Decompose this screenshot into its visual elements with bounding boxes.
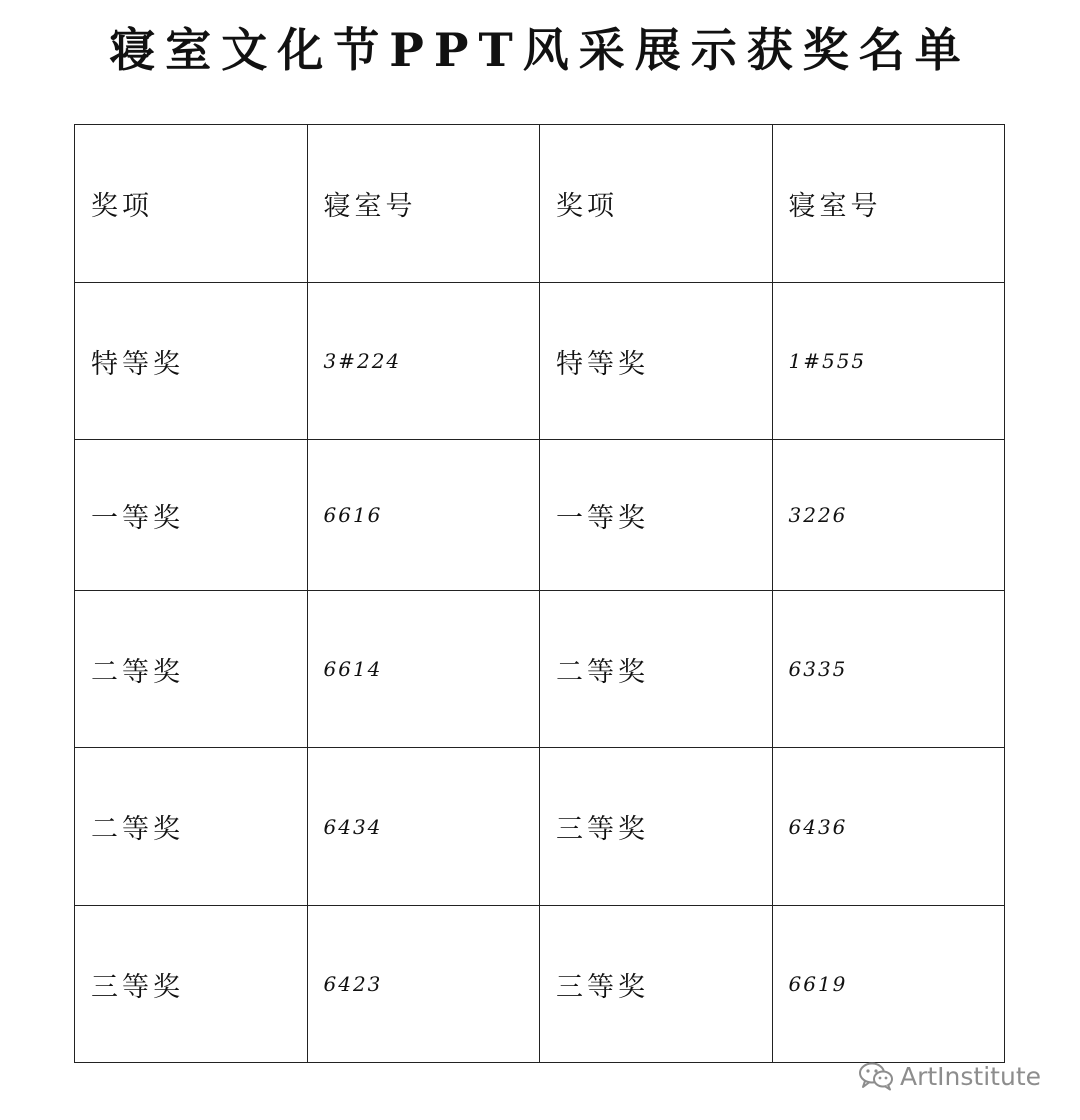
room-cell: 6434 <box>307 748 540 906</box>
table-row <box>75 748 1005 906</box>
award-cell: 三等奖 <box>540 748 773 906</box>
watermark <box>858 1058 1041 1094</box>
header-award: 奖项 <box>540 125 773 283</box>
room-cell: 1#555 <box>772 283 1005 440</box>
room-cell: 6423 <box>307 906 540 1063</box>
table-row <box>75 906 1005 1063</box>
award-cell: 三等奖 <box>540 906 773 1063</box>
room-cell: 6616 <box>307 440 540 591</box>
table-row <box>75 440 1005 591</box>
table-row <box>75 283 1005 440</box>
award-cell: 一等奖 <box>540 440 773 591</box>
header-room: 寝室号 <box>772 125 1005 283</box>
award-cell: 二等奖 <box>75 748 308 906</box>
table-header-row <box>75 125 1005 283</box>
watermark-text: ArtInstitute <box>900 1061 1042 1091</box>
table-row <box>75 591 1005 748</box>
room-cell: 6614 <box>307 591 540 748</box>
header-room: 寝室号 <box>307 125 540 283</box>
award-cell: 特等奖 <box>75 283 308 440</box>
room-cell: 3226 <box>772 440 1005 591</box>
award-cell: 三等奖 <box>75 906 308 1063</box>
award-cell: 一等奖 <box>75 440 308 591</box>
room-cell: 3#224 <box>307 283 540 440</box>
wechat-icon <box>858 1061 894 1091</box>
room-cell: 6436 <box>772 748 1005 906</box>
award-table <box>74 124 1005 1063</box>
room-cell: 6619 <box>772 906 1005 1063</box>
header-award: 奖项 <box>75 125 308 283</box>
page-title: 寝室文化节PPT风采展示获奖名单 <box>109 23 971 77</box>
award-cell: 二等奖 <box>75 591 308 748</box>
award-cell: 特等奖 <box>540 283 773 440</box>
award-cell: 二等奖 <box>540 591 773 748</box>
room-cell: 6335 <box>772 591 1005 748</box>
